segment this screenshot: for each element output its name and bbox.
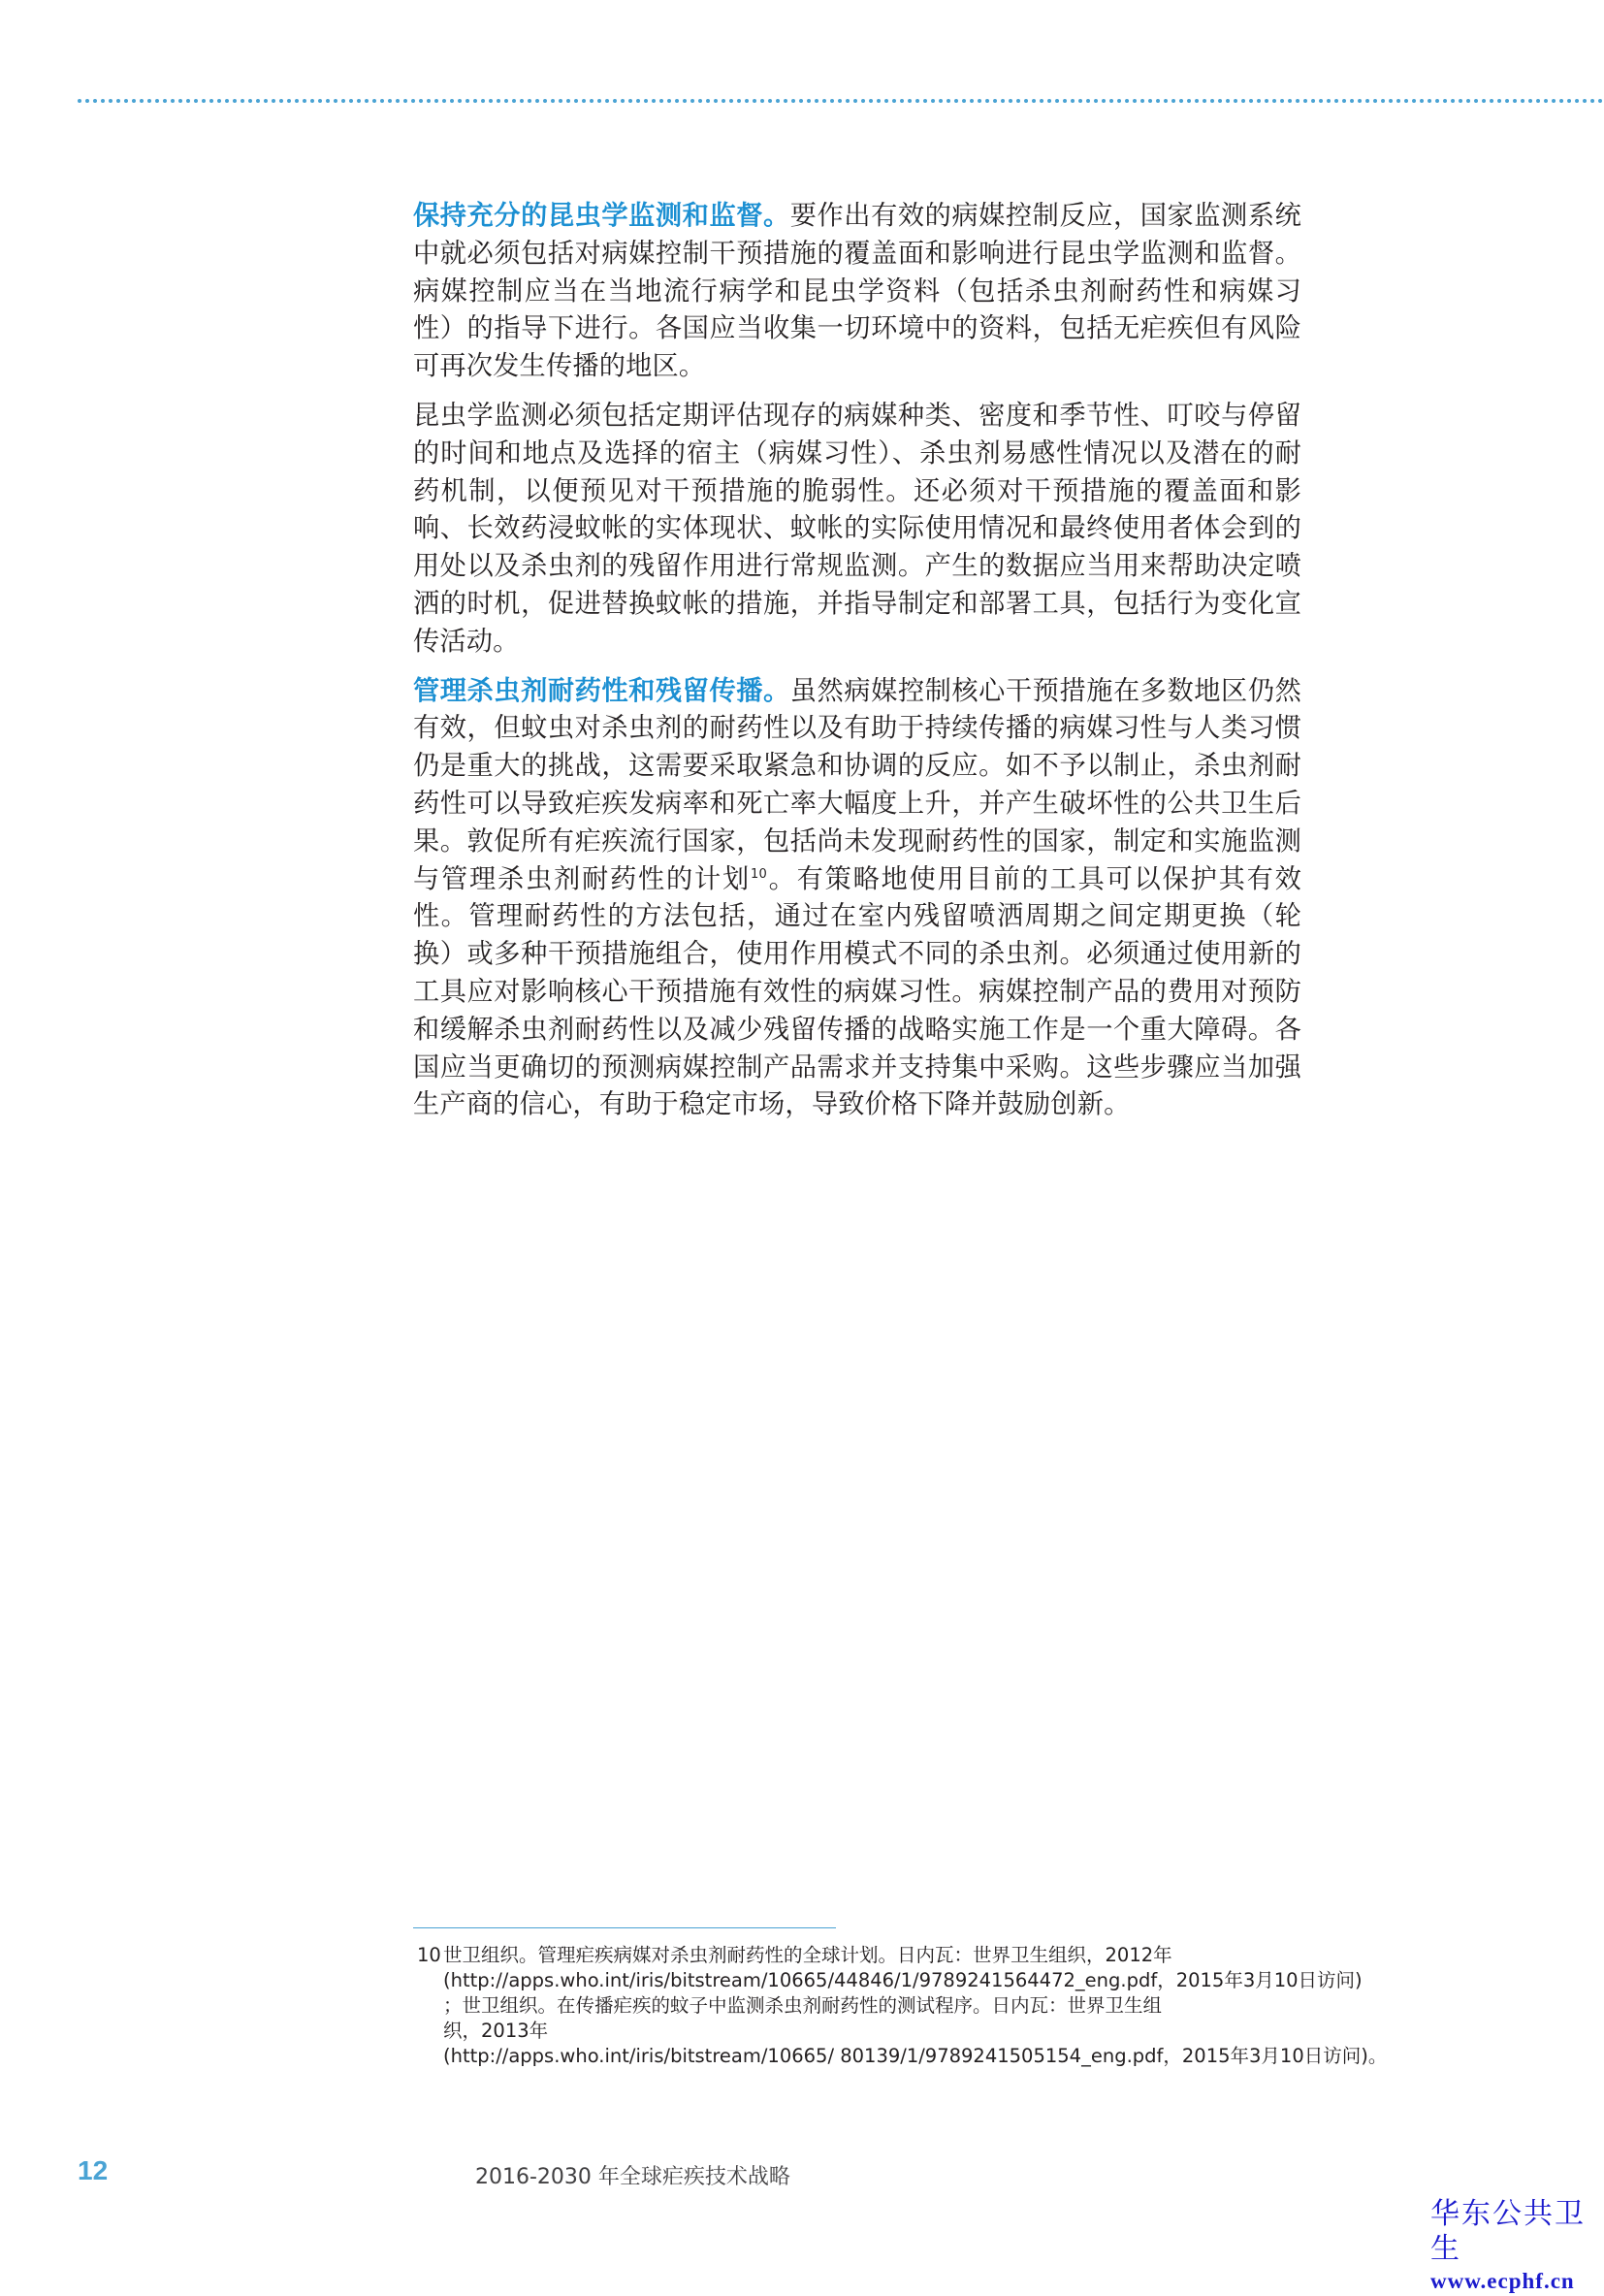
footnote-line: 世卫组织。管理疟疾病媒对杀虫剂耐药性的全球计划。日内瓦：世界卫生组织，2012年	[443, 1944, 1172, 1966]
paragraph-text: 虽然病媒控制核心干预措施在多数地区仍然有效，但蚊虫对杀虫剂的耐药性以及有助于持续传播的病媒习性与人类习惯仍是重大的挑战，这需要采取紧急和协调的反应。如不予以制止，杀虫剂耐药性可以导致疟疾发病率和死亡率大幅度上升，并产生破坏性的公共卫生后果。敦促所有疟疾流行国家，包括尚未发现耐药性的国家，制定和实施监测与管理杀虫剂耐药性的计划	[413, 675, 1301, 894]
watermark-name: 华东公共卫生	[1430, 2197, 1586, 2266]
running-footer-title: 2016-2030 年全球疟疾技术战略	[475, 2165, 790, 2189]
paragraph-text: 。有策略地使用目前的工具可以保护其有效性。管理耐药性的方法包括，通过在室内残留喷洒周期之间定期更换（轮换）或多种干预措施组合，使用作用模式不同的杀虫剂。必须通过使用新的工具应对影响核心干预措施有效性的病媒习性。病媒控制产品的费用对预防和缓解杀虫剂耐药性以及减少残留传播的战略实施工作是一个重大障碍。各国应当更确切的预测病媒控制产品需求并支持集中采购。这些步骤应当加强生产商的信心，有助于稳定市场，导致价格下降并鼓励创新。	[413, 863, 1301, 1120]
paragraph-entomological-monitoring	[413, 198, 1301, 386]
page-number: 12	[78, 2155, 109, 2185]
footnote	[417, 1943, 1388, 2069]
paragraph-entomological-surveillance	[413, 398, 1301, 662]
paragraph-insecticide-resistance	[413, 673, 1301, 1125]
watermark	[1430, 2197, 1604, 2296]
paragraph-text: 要作出有效的病媒控制反应，国家监测系统中就必须包括对病媒控制干预措施的覆盖面和影响进行昆虫学监测和监督。病媒控制应当在当地流行病学和昆虫学资料（包括杀虫剂耐药性和病媒习性）的指导下进行。各国应当收集一切环境中的资料，包括无疟疾但有风险可再次发生传播的地区。	[413, 201, 1301, 382]
footnote-body	[443, 1943, 1388, 2069]
main-content	[413, 198, 1301, 1136]
watermark-url[interactable]: www.ecphf.cn	[1430, 2269, 1575, 2293]
footnote-reference[interactable]: 10	[751, 866, 767, 882]
paragraph-text: 昆虫学监测必须包括定期评估现存的病媒种类、密度和季节性、叮咬与停留的时间和地点及选择的宿主（病媒习性）、杀虫剂易感性情况以及潜在的耐药机制，以便预见对干预措施的脆弱性。还必须对干预措施的覆盖面和影响、长效药浸蚊帐的实体现状、蚊帐的实际使用情况和最终使用者体会到的用处以及杀虫剂的残留作用进行常规监测。产生的数据应当用来帮助决定喷洒的时机，促进替换蚊帐的措施，并指导制定和部署工具，包括行为变化宣传活动。	[413, 400, 1301, 657]
footnote-line: ；世卫组织。在传播疟疾的蚊子中监测杀虫剂耐药性的测试程序。日内瓦：世界卫生组	[443, 1994, 1163, 2017]
paragraph-heading: 管理杀虫剂耐药性和残留传播。	[413, 675, 790, 706]
footnote-line: 织，2013年	[443, 2020, 549, 2042]
footnote-link-line[interactable]: (http://apps.who.int/iris/bitstream/10665/ 80139/1/9789241505154_eng.pdf，2015年3月10日访问)。	[443, 2045, 1388, 2067]
footnote-link-line[interactable]: (http://apps.who.int/iris/bitstream/10665/44846/1/9789241564472_eng.pdf，2015年3月10日访问)	[443, 1969, 1363, 1991]
top-dotted-rule	[78, 99, 1604, 103]
footnote-number: 10	[417, 1944, 441, 1966]
footnote-rule	[413, 1927, 836, 1928]
paragraph-heading: 保持充分的昆虫学监测和监督。	[413, 201, 790, 231]
